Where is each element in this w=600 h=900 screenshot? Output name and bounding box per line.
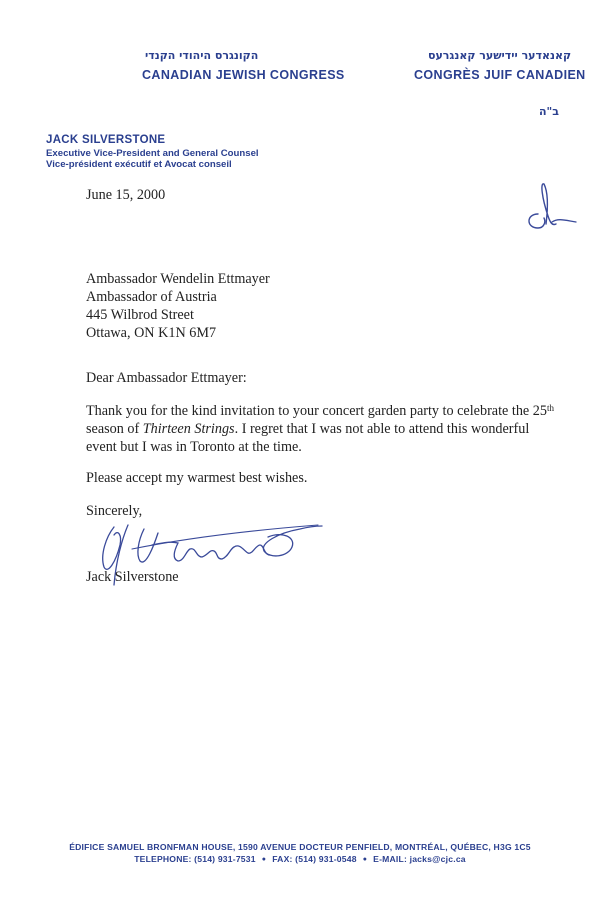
- para1-text: Thank you for the kind invitation to your concert garden party to celebrate the 25: [86, 403, 547, 419]
- yiddish-org-name: קאנאדער יידישער קאנגרעס: [428, 49, 572, 62]
- recipient-line: Ambassador Wendelin Ettmayer: [86, 271, 270, 287]
- sender-title-english: Executive Vice-President and General Counsel: [46, 148, 259, 159]
- org-name-french: CONGRÈS JUIF CANADIEN: [414, 68, 586, 82]
- para1-italic-title: Thirteen Strings: [142, 421, 235, 437]
- para1-text: . I regret that I was not able to attend this wonderful: [234, 421, 530, 437]
- closing: Sincerely,: [86, 503, 143, 519]
- bullet-separator: ●: [362, 856, 368, 863]
- salutation: Dear Ambassador Ettmayer:: [86, 370, 247, 386]
- recipient-line: Ottawa, ON K1N 6M7: [86, 325, 217, 341]
- footer-telephone: TELEPHONE: (514) 931-7531: [134, 854, 256, 864]
- footer-address: ÉDIFICE SAMUEL BRONFMAN HOUSE, 1590 AVENUE DOCTEUR PENFIELD, MONTRÉAL, QUÉBEC, H3G 1C5: [69, 842, 531, 852]
- footer-fax: FAX: (514) 931-0548: [272, 854, 357, 864]
- para1-text: season of: [86, 421, 143, 437]
- hebrew-org-name: הקונגרס היהודי הקנדי: [145, 49, 259, 62]
- footer-contact: [0, 854, 600, 864]
- recipient-line: Ambassador of Austria: [86, 289, 217, 305]
- bullet-separator: ●: [261, 856, 267, 863]
- body-paragraph-1: [86, 402, 556, 456]
- para1-superscript: th: [546, 403, 554, 413]
- sender-title-french: Vice-président exécutif et Avocat conseil: [46, 159, 232, 170]
- letter-date: June 15, 2000: [86, 187, 166, 203]
- sender-name: JACK SILVERSTONE: [46, 134, 166, 146]
- org-name-english: CANADIAN JEWISH CONGRESS: [142, 68, 345, 82]
- para1-line3: event but I was in Toronto at the time.: [86, 439, 302, 455]
- bsd-mark: ב"ה: [539, 105, 559, 118]
- signature-name: Jack Silverstone: [86, 569, 179, 585]
- handwritten-initials-mark: [518, 178, 580, 236]
- recipient-line: 445 Wilbrod Street: [86, 307, 194, 323]
- recipient-address: [86, 270, 270, 342]
- body-paragraph-2: Please accept my warmest best wishes.: [86, 470, 308, 486]
- footer-email: E-MAIL: jacks@cjc.ca: [373, 854, 466, 864]
